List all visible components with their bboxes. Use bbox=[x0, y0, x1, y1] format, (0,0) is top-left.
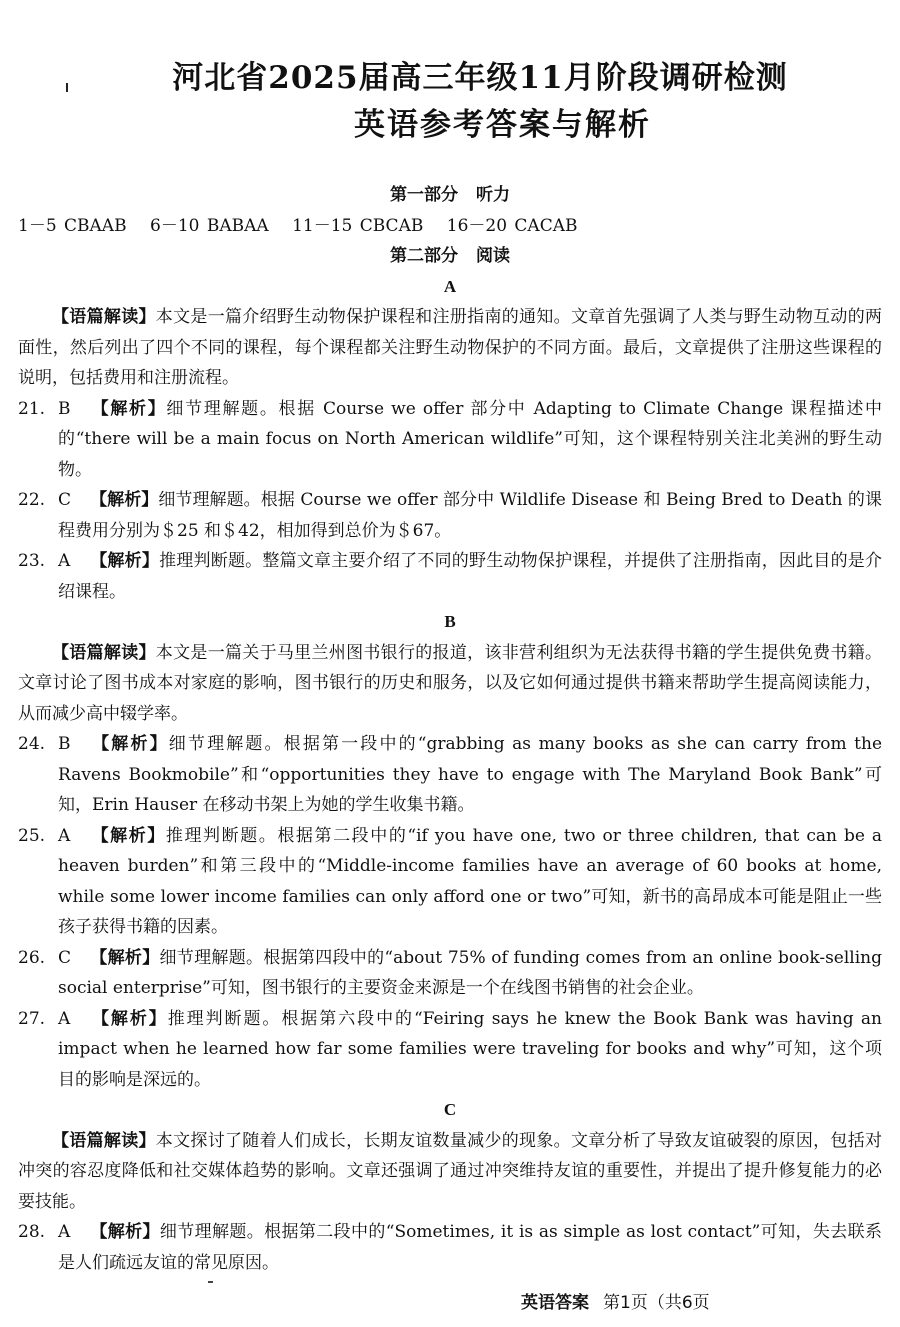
passage-summary bbox=[18, 638, 882, 730]
answer-choice: A bbox=[58, 1222, 71, 1242]
explanation-label: 【解析】 bbox=[90, 398, 167, 419]
answer-body bbox=[58, 1217, 882, 1278]
document-subtitle: 英语参考答案与解析 bbox=[354, 107, 651, 143]
question-number: 28. bbox=[18, 1222, 46, 1242]
document-title: 河北省2025届高三年级11月阶段调研检测 bbox=[172, 60, 788, 96]
question-number: 23. bbox=[18, 551, 46, 571]
explanation-label: 【解析】 bbox=[90, 490, 159, 510]
explanation-text: 细节理解题。根据 Course we offer 部分中 Adapting to Climate Change 课程描述中的“there will be a main focus on North American wildlife”可知，这个课程特别关注北美洲的野生动物。 bbox=[58, 398, 883, 480]
summary-text: 本文是一篇关于马里兰州图书银行的报道，该非营利组织为无法获得书籍的学生提供免费书籍。文章讨论了图书成本对家庭的影响，图书银行的历史和服务，以及它如何通过提供书籍来帮助学生提高阅读能力，从而减少高中辍学率。 bbox=[18, 642, 883, 724]
answer-body bbox=[58, 1004, 882, 1096]
answer-choice: C bbox=[58, 490, 72, 510]
answer-body bbox=[58, 943, 882, 1004]
answer-choice: A bbox=[58, 825, 71, 846]
explanation-label: 【解析】 bbox=[90, 825, 166, 846]
answer-item bbox=[18, 485, 882, 546]
explanation-label: 【解析】 bbox=[90, 551, 160, 571]
answer-item bbox=[18, 546, 882, 607]
summary-text: 本文探讨了随着人们成长，长期友谊数量减少的现象。文章分析了导致友谊破裂的原因，包括对冲突的容忍度降低和社交媒体趋势的影响。文章还强调了通过冲突维持友谊的重要性，并提出了提升修复能力的必要技能。 bbox=[18, 1130, 883, 1212]
listening-group: 11－15 CBCAB bbox=[292, 215, 424, 236]
answer-body bbox=[58, 485, 882, 546]
part1-heading bbox=[18, 180, 882, 211]
answer-body bbox=[58, 394, 882, 486]
answer-item bbox=[18, 943, 882, 1004]
reading-sections bbox=[18, 272, 882, 1279]
part1-title: 第一部分 bbox=[390, 185, 458, 205]
answer-item bbox=[18, 821, 882, 943]
answer-body bbox=[58, 821, 882, 943]
part2-title: 第二部分 bbox=[390, 246, 458, 266]
question-number: 24. bbox=[18, 734, 46, 754]
answer-item bbox=[18, 1004, 882, 1096]
section-letter: A bbox=[443, 276, 457, 296]
explanation-label: 【解析】 bbox=[90, 734, 169, 754]
passage-summary bbox=[18, 302, 882, 394]
explanation-label: 【解析】 bbox=[90, 1008, 168, 1029]
question-number: 26. bbox=[18, 947, 46, 968]
question-number: 21. bbox=[18, 398, 46, 419]
answer-choice: C bbox=[58, 947, 72, 968]
answer-choice: A bbox=[58, 1008, 71, 1029]
section-letter: C bbox=[443, 1100, 457, 1119]
question-number: 25. bbox=[18, 825, 46, 846]
listening-answers bbox=[18, 211, 882, 242]
answer-choice: B bbox=[58, 398, 71, 419]
answer-item bbox=[18, 729, 882, 821]
passage-summary bbox=[18, 1126, 882, 1218]
summary-label: 【语篇解读】 bbox=[52, 307, 156, 327]
listening-group: 6－10 BABAA bbox=[150, 215, 269, 236]
summary-text: 本文是一篇介绍野生动物保护课程和注册指南的通知。文章首先强调了人类与野生动物互动的两面性，然后列出了四个不同的课程，每个课程都关注野生动物保护的不同方面。最后，文章提供了注册这些课程的说明，包括费用和注册流程。 bbox=[18, 307, 883, 388]
summary-label: 【语篇解读】 bbox=[52, 642, 156, 663]
answer-body bbox=[58, 546, 882, 607]
summary-label: 【语篇解读】 bbox=[52, 1130, 156, 1151]
page-footer bbox=[521, 1288, 710, 1313]
footer-page-number: 第1页（共6页 bbox=[603, 1293, 710, 1313]
answer-choice: A bbox=[58, 551, 71, 571]
content-body bbox=[18, 180, 882, 1278]
footer-mark bbox=[208, 1281, 213, 1283]
part1-subtitle: 听力 bbox=[476, 185, 510, 205]
answer-body bbox=[58, 729, 882, 821]
explanation-text: 推理判断题。整篇文章主要介绍了不同的野生动物保护课程，并提供了注册指南，因此目的是介绍课程。 bbox=[58, 551, 883, 602]
part2-heading bbox=[18, 241, 882, 272]
explanation-text: 推理判断题。根据第六段中的“Feiring says he knew the Book Bank was having an impact when he learned how far some families were traveling for books and why”可知，这个项目的影响是深远的。 bbox=[58, 1008, 883, 1090]
listening-group: 16－20 CACAB bbox=[446, 215, 578, 236]
explanation-label: 【解析】 bbox=[90, 947, 160, 968]
question-number: 22. bbox=[18, 490, 46, 510]
listening-group: 1－5 CBAAB bbox=[18, 215, 127, 236]
explanation-text: 推理判断题。根据第二段中的“if you have one, two or three children, that can be a heaven burden”和第三段中的“Middle-income families have an average of 60 books at home, while some lower income families can only afford one or two”可知，新书的高昂成本可能是阻止一些孩子获得书籍的因素。 bbox=[58, 825, 883, 937]
answer-item bbox=[18, 394, 882, 486]
explanation-text: 细节理解题。根据 Course we offer 部分中 Wildlife Disease 和 Being Bred to Death 的课程费用分别为＄25 和＄42，相加得到总价为＄67。 bbox=[58, 490, 882, 541]
explanation-label: 【解析】 bbox=[90, 1222, 160, 1242]
answer-item bbox=[18, 1217, 882, 1278]
answer-choice: B bbox=[58, 734, 71, 754]
explanation-text: 细节理解题。根据第四段中的“about 75% of funding comes from an online book-selling social enterprise”可知，图书银行的主要资金来源是一个在线图书销售的社会企业。 bbox=[58, 947, 883, 998]
footer-subject: 英语答案 bbox=[521, 1293, 589, 1313]
section-letter: B bbox=[444, 612, 456, 631]
explanation-text: 细节理解题。根据第二段中的“Sometimes, it is as simple as lost contact”可知，失去联系是人们疏远友谊的常见原因。 bbox=[58, 1222, 882, 1273]
question-number: 27. bbox=[18, 1008, 46, 1029]
part2-subtitle: 阅读 bbox=[476, 246, 510, 266]
explanation-text: 细节理解题。根据第一段中的“grabbing as many books as she can carry from the Ravens Bookmobile”和“opportunities they have to engage with The Maryland Book Bank”可知，Erin Hauser 在移动书架上为她的学生收集书籍。 bbox=[58, 734, 882, 815]
